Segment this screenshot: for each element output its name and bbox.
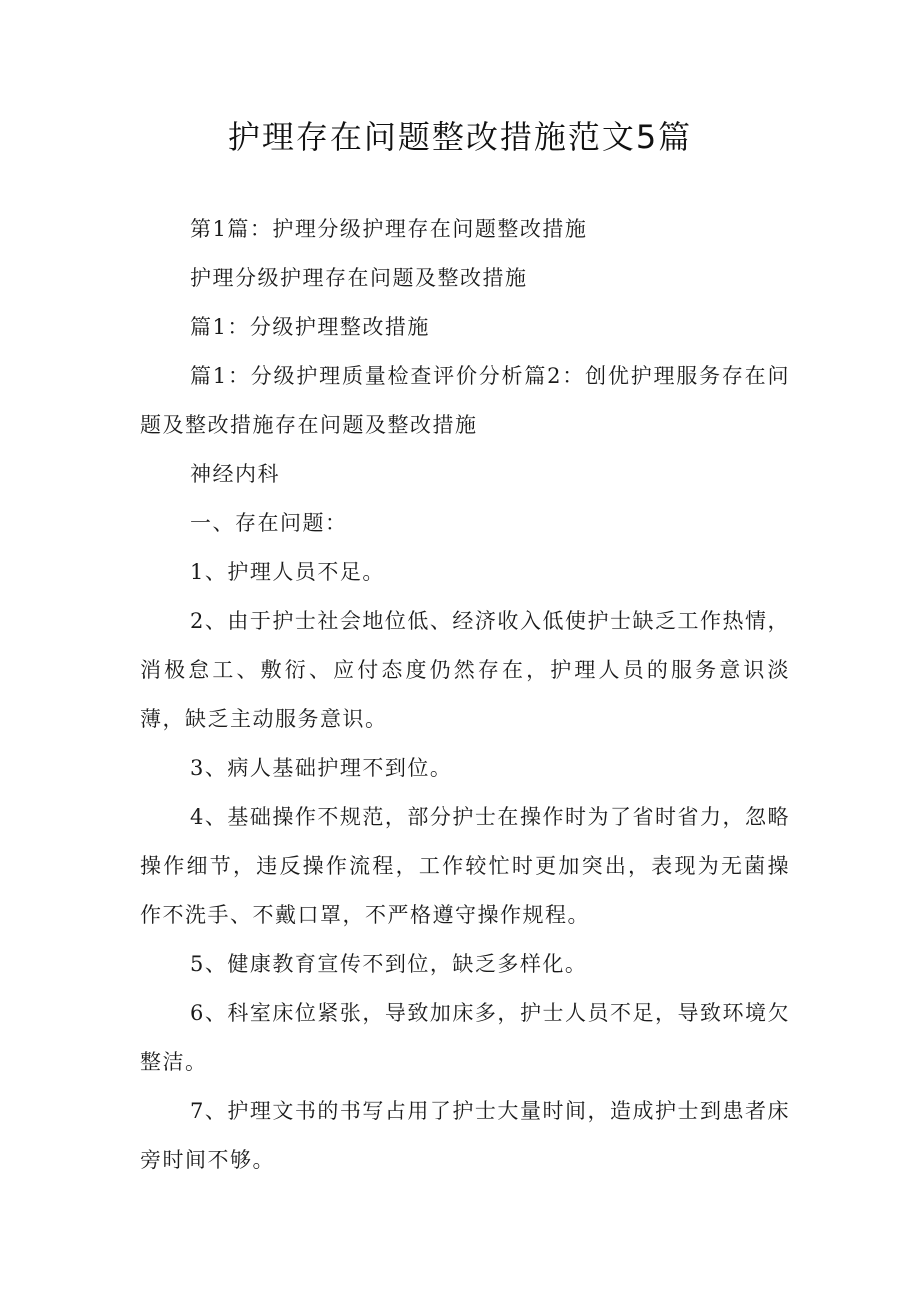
paragraph-5: 神经内科 — [190, 462, 280, 486]
paragraph-12: 6、科室床位紧张，导致加床多，护士人员不足，导致环境欠整洁。 — [140, 1001, 790, 1074]
paragraph-7: 1、护理人员不足。 — [190, 560, 385, 584]
paragraph-1: 第1篇：护理分级护理存在问题整改措施 — [190, 217, 588, 241]
paragraph-2: 护理分级护理存在问题及整改措施 — [190, 266, 528, 290]
paragraph-8: 2、由于护士社会地位低、经济收入低使护士缺乏工作热情，消极怠工、敷衍、应付态度仍然存在，护理人员的服务意识淡薄，缺乏主动服务意识。 — [140, 609, 790, 731]
paragraph-3: 篇1：分级护理整改措施 — [190, 315, 430, 339]
paragraph-6: 一、存在问题： — [190, 511, 348, 535]
paragraph-4: 篇1：分级护理质量检查评价分析篇2：创优护理服务存在问题及整改措施存在问题及整改措施 — [140, 364, 790, 437]
paragraph-13: 7、护理文书的书写占用了护士大量时间，造成护士到患者床旁时间不够。 — [140, 1099, 790, 1172]
document-title: 护理存在问题整改措施范文5篇 — [227, 118, 693, 156]
paragraph-10: 4、基础操作不规范，部分护士在操作时为了省时省力，忽略操作细节，违反操作流程，工作较忙时更加突出，表现为无菌操作不洗手、不戴口罩，不严格遵守操作规程。 — [140, 805, 790, 927]
paragraph-11: 5、健康教育宣传不到位，缺乏多样化。 — [190, 952, 588, 976]
document-body — [140, 205, 790, 1185]
paragraph-9: 3、病人基础护理不到位。 — [190, 756, 453, 780]
